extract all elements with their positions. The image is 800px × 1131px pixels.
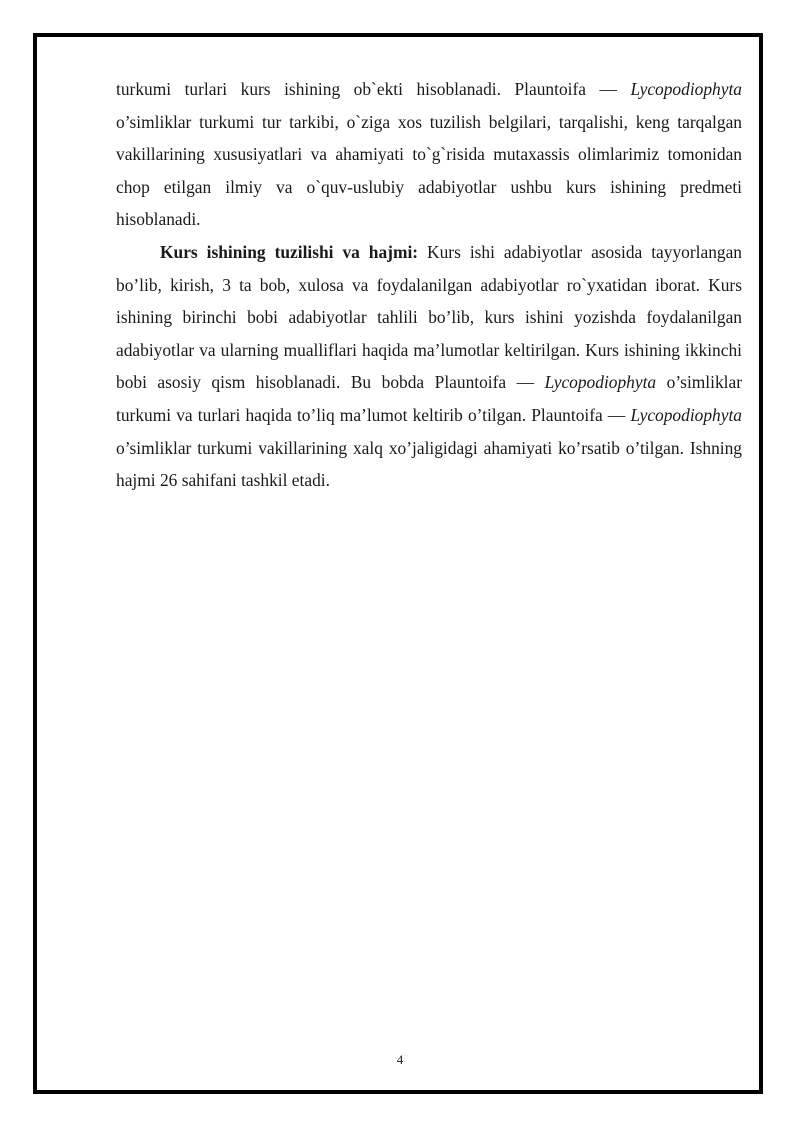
paragraph-heading: Kurs ishining tuzilishi va hajmi: xyxy=(160,241,419,262)
paragraph-text: o’simliklar turkumi va turlari haqida to’liq ma’lumot keltirib o’tilgan. Plauntoifa — xyxy=(116,372,742,425)
latin-taxon-name: Lycopodiophyta xyxy=(544,372,657,393)
paragraph-text: turkumi turlari kurs ishining ob`ekti hisoblanadi. Plauntoifa — xyxy=(116,79,631,99)
document-body xyxy=(116,73,742,497)
paragraph-structure-volume xyxy=(116,236,742,497)
latin-taxon-name: Lycopodiophyta xyxy=(630,79,742,99)
paragraph-text: o’simliklar turkumi tur tarkibi, o`ziga xos tuzilish belgilari, tarqalishi, keng tarqalgan vakillarining xususiyatlari va ahamiyati to`g`risida mutaxassis olimlarimiz tomonidan chop etilgan ilmiy va o`quv-uslubiy adabiyotlar ushbu kurs ishining predmeti hisoblanadi. xyxy=(116,111,742,230)
page-number: 4 xyxy=(396,1052,404,1067)
paragraph-object-subject xyxy=(116,73,742,236)
paragraph-text: Kurs ishi adabiyotlar asosida tayyorlangan bo’lib, kirish, 3 ta bob, xulosa va foydalanilgan adabiyotlar ro`yxatidan iborat. Kurs ishining birinchi bobi adabiyotlar tahlili bo’lib, kurs ishini yozishda foydalanilgan adabiyotlar va ularning mualliflari haqida ma’lumotlar keltirilgan. Kurs ishining ikkinchi bobi asosiy qism hisoblanadi. Bu bobda Plauntoifa — xyxy=(116,241,743,393)
paragraph-text: o’simliklar turkumi vakillarining xalq xo’jaligidagi ahamiyati ko’rsatib o’tilgan. Ishning hajmi 26 sahifani tashkil etadi. xyxy=(116,437,742,491)
latin-taxon-name: Lycopodiophyta xyxy=(630,404,742,425)
